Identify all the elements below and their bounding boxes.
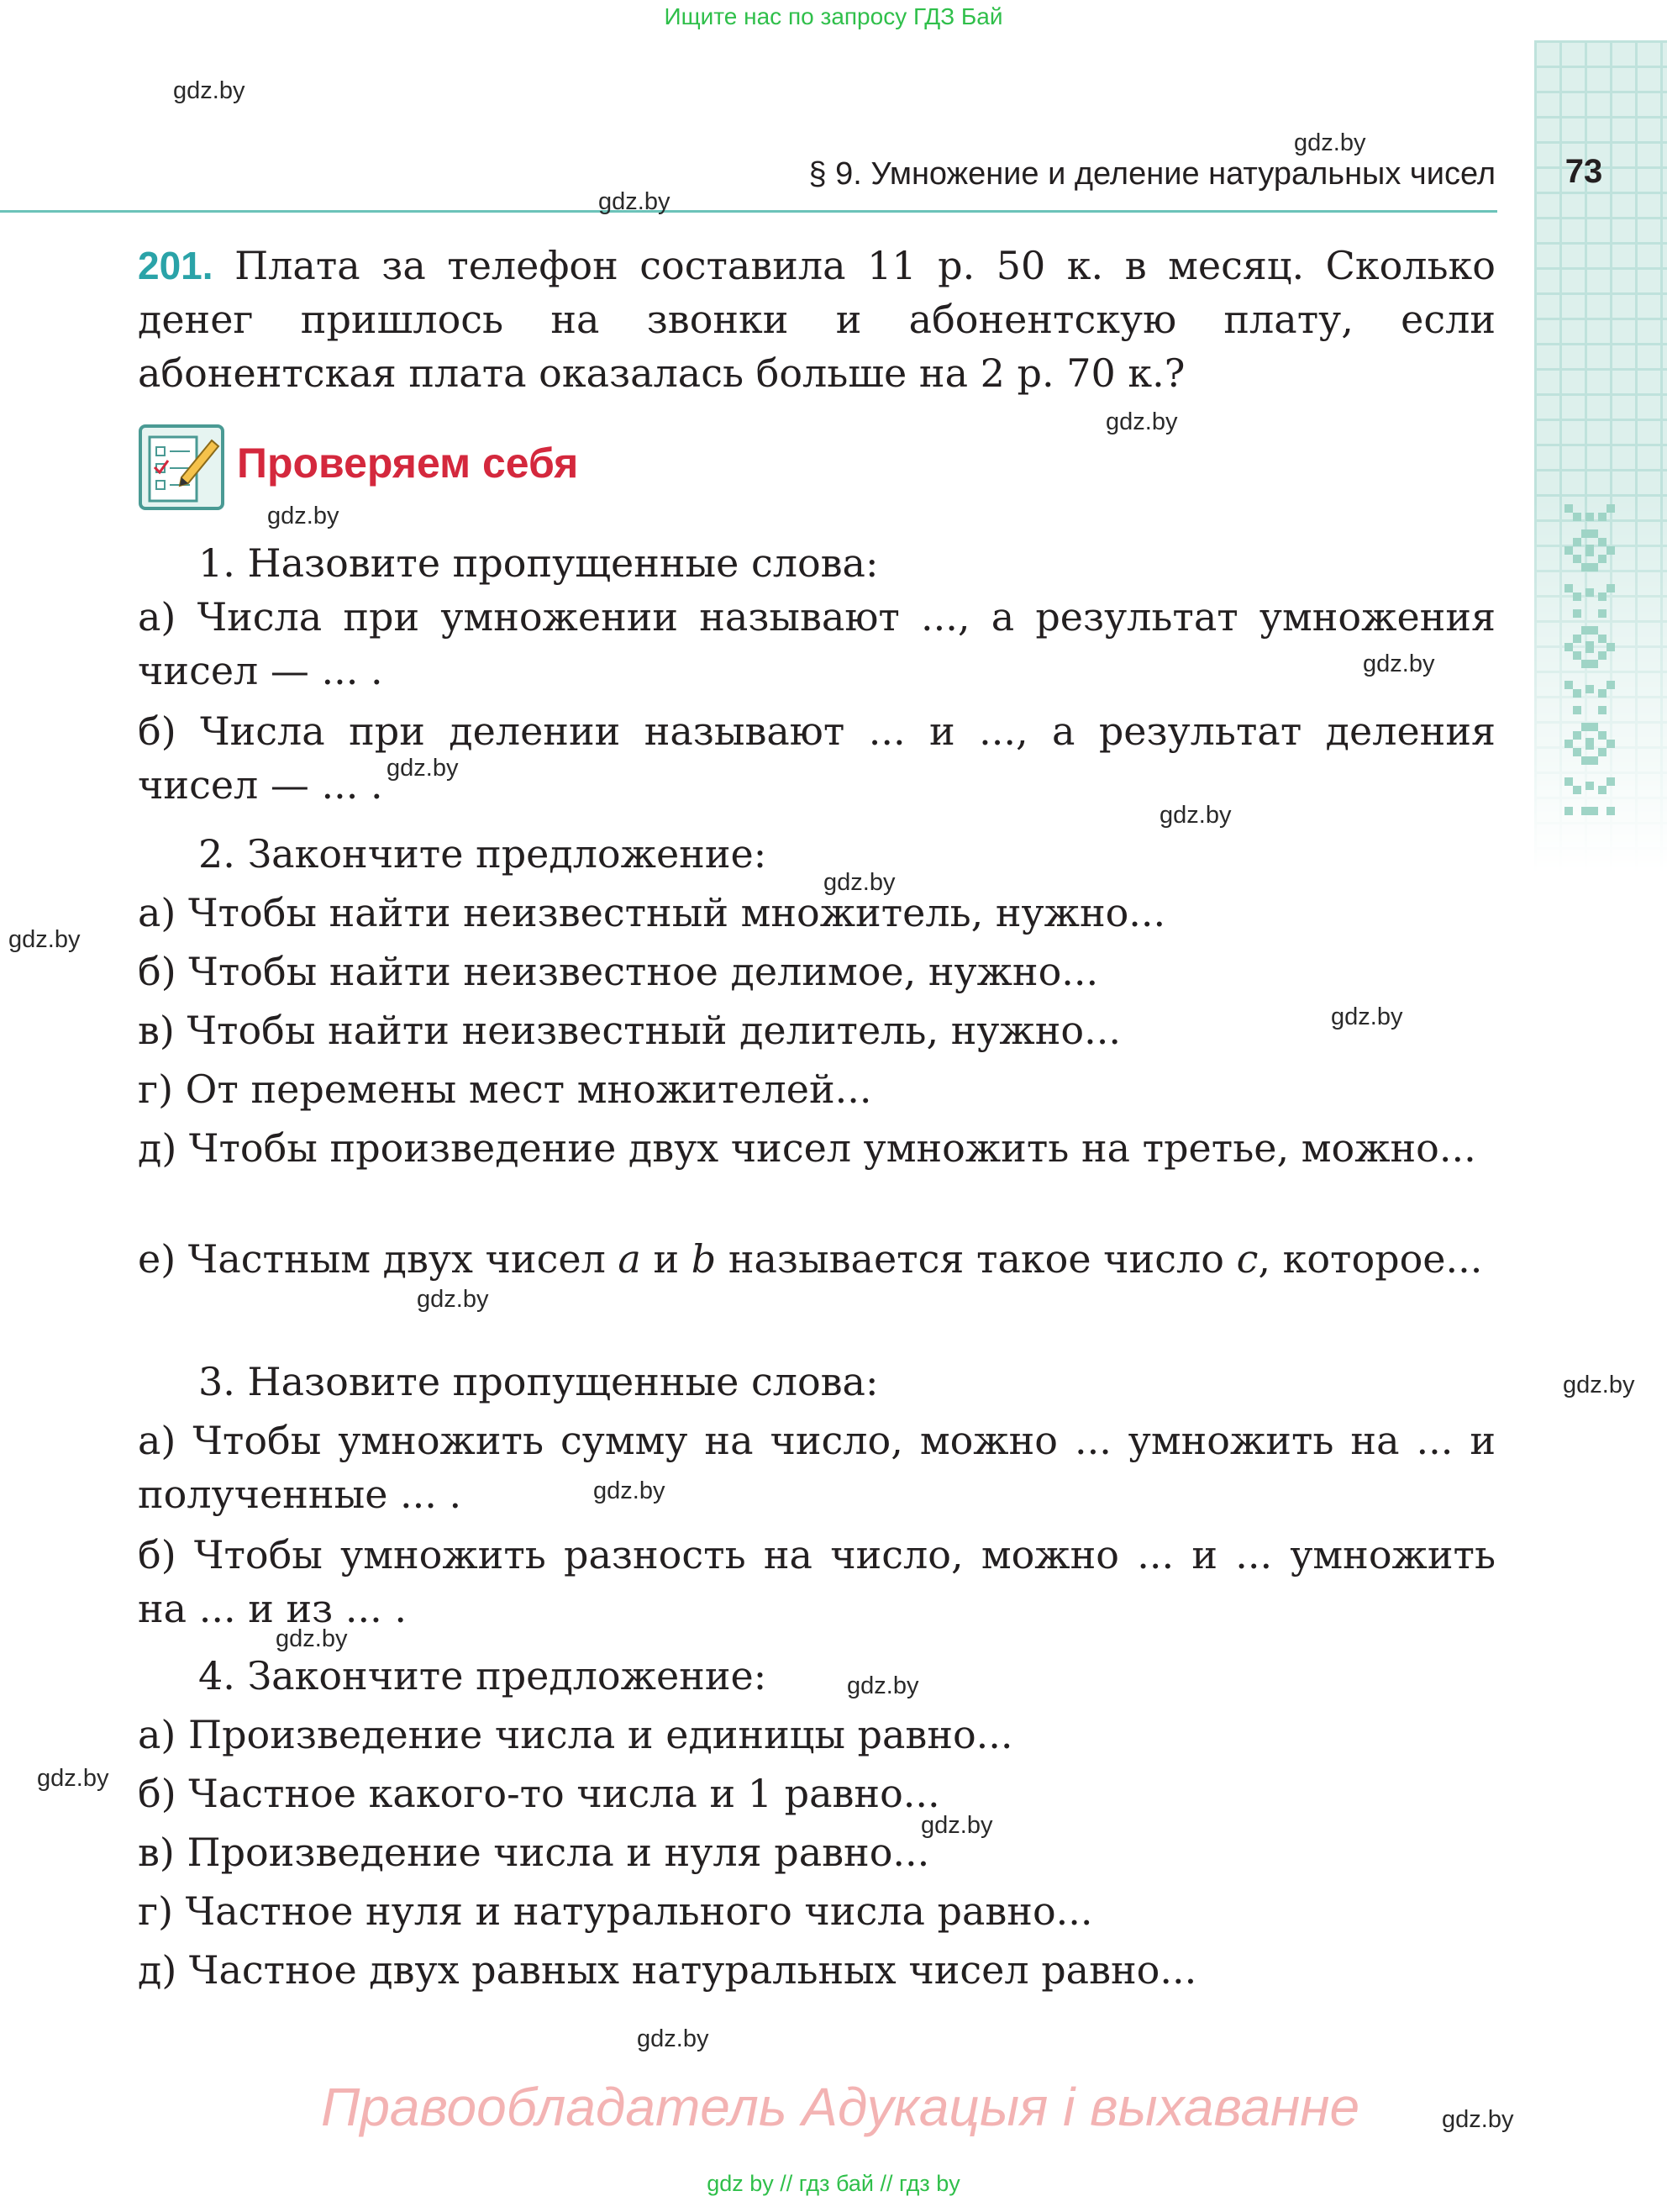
item-label: в) [138, 1008, 175, 1053]
footer-links[interactable]: gdz by // гдз бай // гдз by [707, 2171, 960, 2196]
page-number: 73 [1564, 153, 1603, 190]
header-rule [0, 210, 1497, 213]
item-text: и [640, 1236, 692, 1282]
item-text: Произведение числа и единицы равно... [188, 1712, 1013, 1757]
item-text: , которое... [1258, 1236, 1483, 1282]
question-1-heading: 1. Назовите пропущенные слова: [198, 540, 879, 586]
copyright-notice: Правообладатель Адукацыя і выхаванне [320, 2077, 1360, 2137]
question-2-heading: 2. Закончите предложение: [198, 831, 767, 877]
watermark: gdz.by [1563, 1372, 1635, 1398]
top-banner[interactable]: Ищите нас по запросу ГДЗ Бай [664, 3, 1003, 29]
watermark: gdz.by [37, 1765, 109, 1792]
watermark: gdz.by [598, 188, 670, 215]
item-text: Чтобы умножить сумму на число, можно ... умножить на ... и полученные ... . [138, 1418, 1496, 1517]
question-3-heading: 3. Назовите пропущенные слова: [198, 1359, 879, 1404]
watermark: gdz.by [637, 2025, 709, 2052]
question-4-item-a [138, 1708, 1496, 1762]
variable-a: a [618, 1236, 641, 1282]
item-text: Чтобы умножить разность на число, можно ... и ... умножить на ... и из ... . [138, 1532, 1496, 1631]
question-4-item-e [138, 1943, 1496, 1997]
item-text: Чтобы найти неизвестный делитель, нужно... [187, 1008, 1121, 1053]
item-label: а) [138, 1712, 176, 1757]
watermark: gdz.by [847, 1672, 919, 1699]
running-head: § 9. Умножение и деление натуральных чисел [808, 156, 1496, 192]
question-4-item-c [138, 1825, 1496, 1879]
section-title: Проверяем себя [237, 440, 579, 487]
item-text: Чтобы найти неизвестный множитель, нужно... [188, 890, 1166, 935]
variable-c: c [1236, 1236, 1259, 1282]
question-3-item-a [138, 1414, 1496, 1521]
question-2-item-d [138, 1062, 1496, 1116]
question-4-item-d [138, 1884, 1496, 1938]
item-text: Частное какого-то числа и 1 равно... [188, 1771, 940, 1816]
item-label: а) [138, 890, 176, 935]
watermark: gdz.by [417, 1286, 489, 1313]
item-text: Числа при умножении называют ..., а результат умножения чисел — ... . [138, 594, 1496, 693]
watermark: gdz.by [921, 1812, 993, 1839]
watermark: gdz.by [823, 869, 896, 896]
watermark: gdz.by [593, 1477, 665, 1504]
folk-ornament-icon [1564, 504, 1615, 891]
question-2-item-e [138, 1121, 1496, 1175]
question-1-item-a [138, 590, 1496, 698]
watermark: gdz.by [276, 1625, 348, 1652]
item-label: а) [138, 1418, 176, 1463]
question-2-item-a [138, 886, 1496, 940]
question-2-item-c [138, 1003, 1496, 1057]
item-text: Числа при делении называют ... и ..., а результат деления чисел — ... . [138, 708, 1496, 808]
watermark: gdz.by [1160, 802, 1232, 829]
item-label: д) [138, 1947, 177, 1993]
item-label: б) [138, 949, 176, 994]
item-label: в) [138, 1830, 175, 1875]
item-text: Частным двух чисел [187, 1236, 618, 1282]
watermark: gdz.by [1363, 650, 1435, 677]
item-label: е) [138, 1236, 176, 1282]
checklist-pencil-icon [138, 424, 225, 511]
question-1-item-b [138, 704, 1496, 812]
item-label: б) [138, 1771, 176, 1816]
watermark: gdz.by [1106, 408, 1178, 435]
task-number: 201. [138, 244, 213, 287]
item-text: От перемены мест множителей... [185, 1066, 872, 1112]
item-label: г) [138, 1888, 174, 1934]
item-text: Чтобы найти неизвестное делимое, нужно... [188, 949, 1099, 994]
question-2-item-b [138, 945, 1496, 998]
question-4-heading: 4. Закончите предложение: [198, 1653, 767, 1698]
item-text: называется такое число [716, 1236, 1237, 1282]
question-2-item-f [138, 1232, 1496, 1286]
watermark: gdz.by [173, 77, 245, 104]
item-label: д) [138, 1125, 177, 1171]
watermark: gdz.by [267, 503, 339, 529]
item-text: Частное двух равных натуральных чисел равно... [188, 1947, 1197, 1993]
watermark: gdz.by [1442, 2106, 1514, 2133]
item-label: б) [138, 1532, 176, 1577]
watermark: gdz.by [8, 926, 81, 953]
item-text: Чтобы произведение двух чисел умножить на третье, можно... [188, 1125, 1476, 1171]
watermark: gdz.by [387, 755, 459, 782]
task-201 [138, 239, 1496, 400]
watermark: gdz.by [1294, 129, 1366, 156]
task-text: Плата за телефон составила 11 р. 50 к. в месяц. Сколько денег пришлось на звонки и абонентскую плату, если абонентская плата оказалась больше на 2 р. 70 к.? [138, 243, 1496, 396]
item-text: Произведение числа и нуля равно... [187, 1830, 930, 1875]
item-text: Частное нуля и натурального числа равно... [185, 1888, 1093, 1934]
variable-b: b [691, 1236, 717, 1282]
question-3-item-b [138, 1528, 1496, 1635]
item-label: а) [138, 594, 176, 640]
question-4-item-b [138, 1767, 1496, 1820]
item-label: б) [138, 708, 176, 754]
item-label: г) [138, 1066, 174, 1112]
watermark: gdz.by [1331, 1003, 1403, 1030]
